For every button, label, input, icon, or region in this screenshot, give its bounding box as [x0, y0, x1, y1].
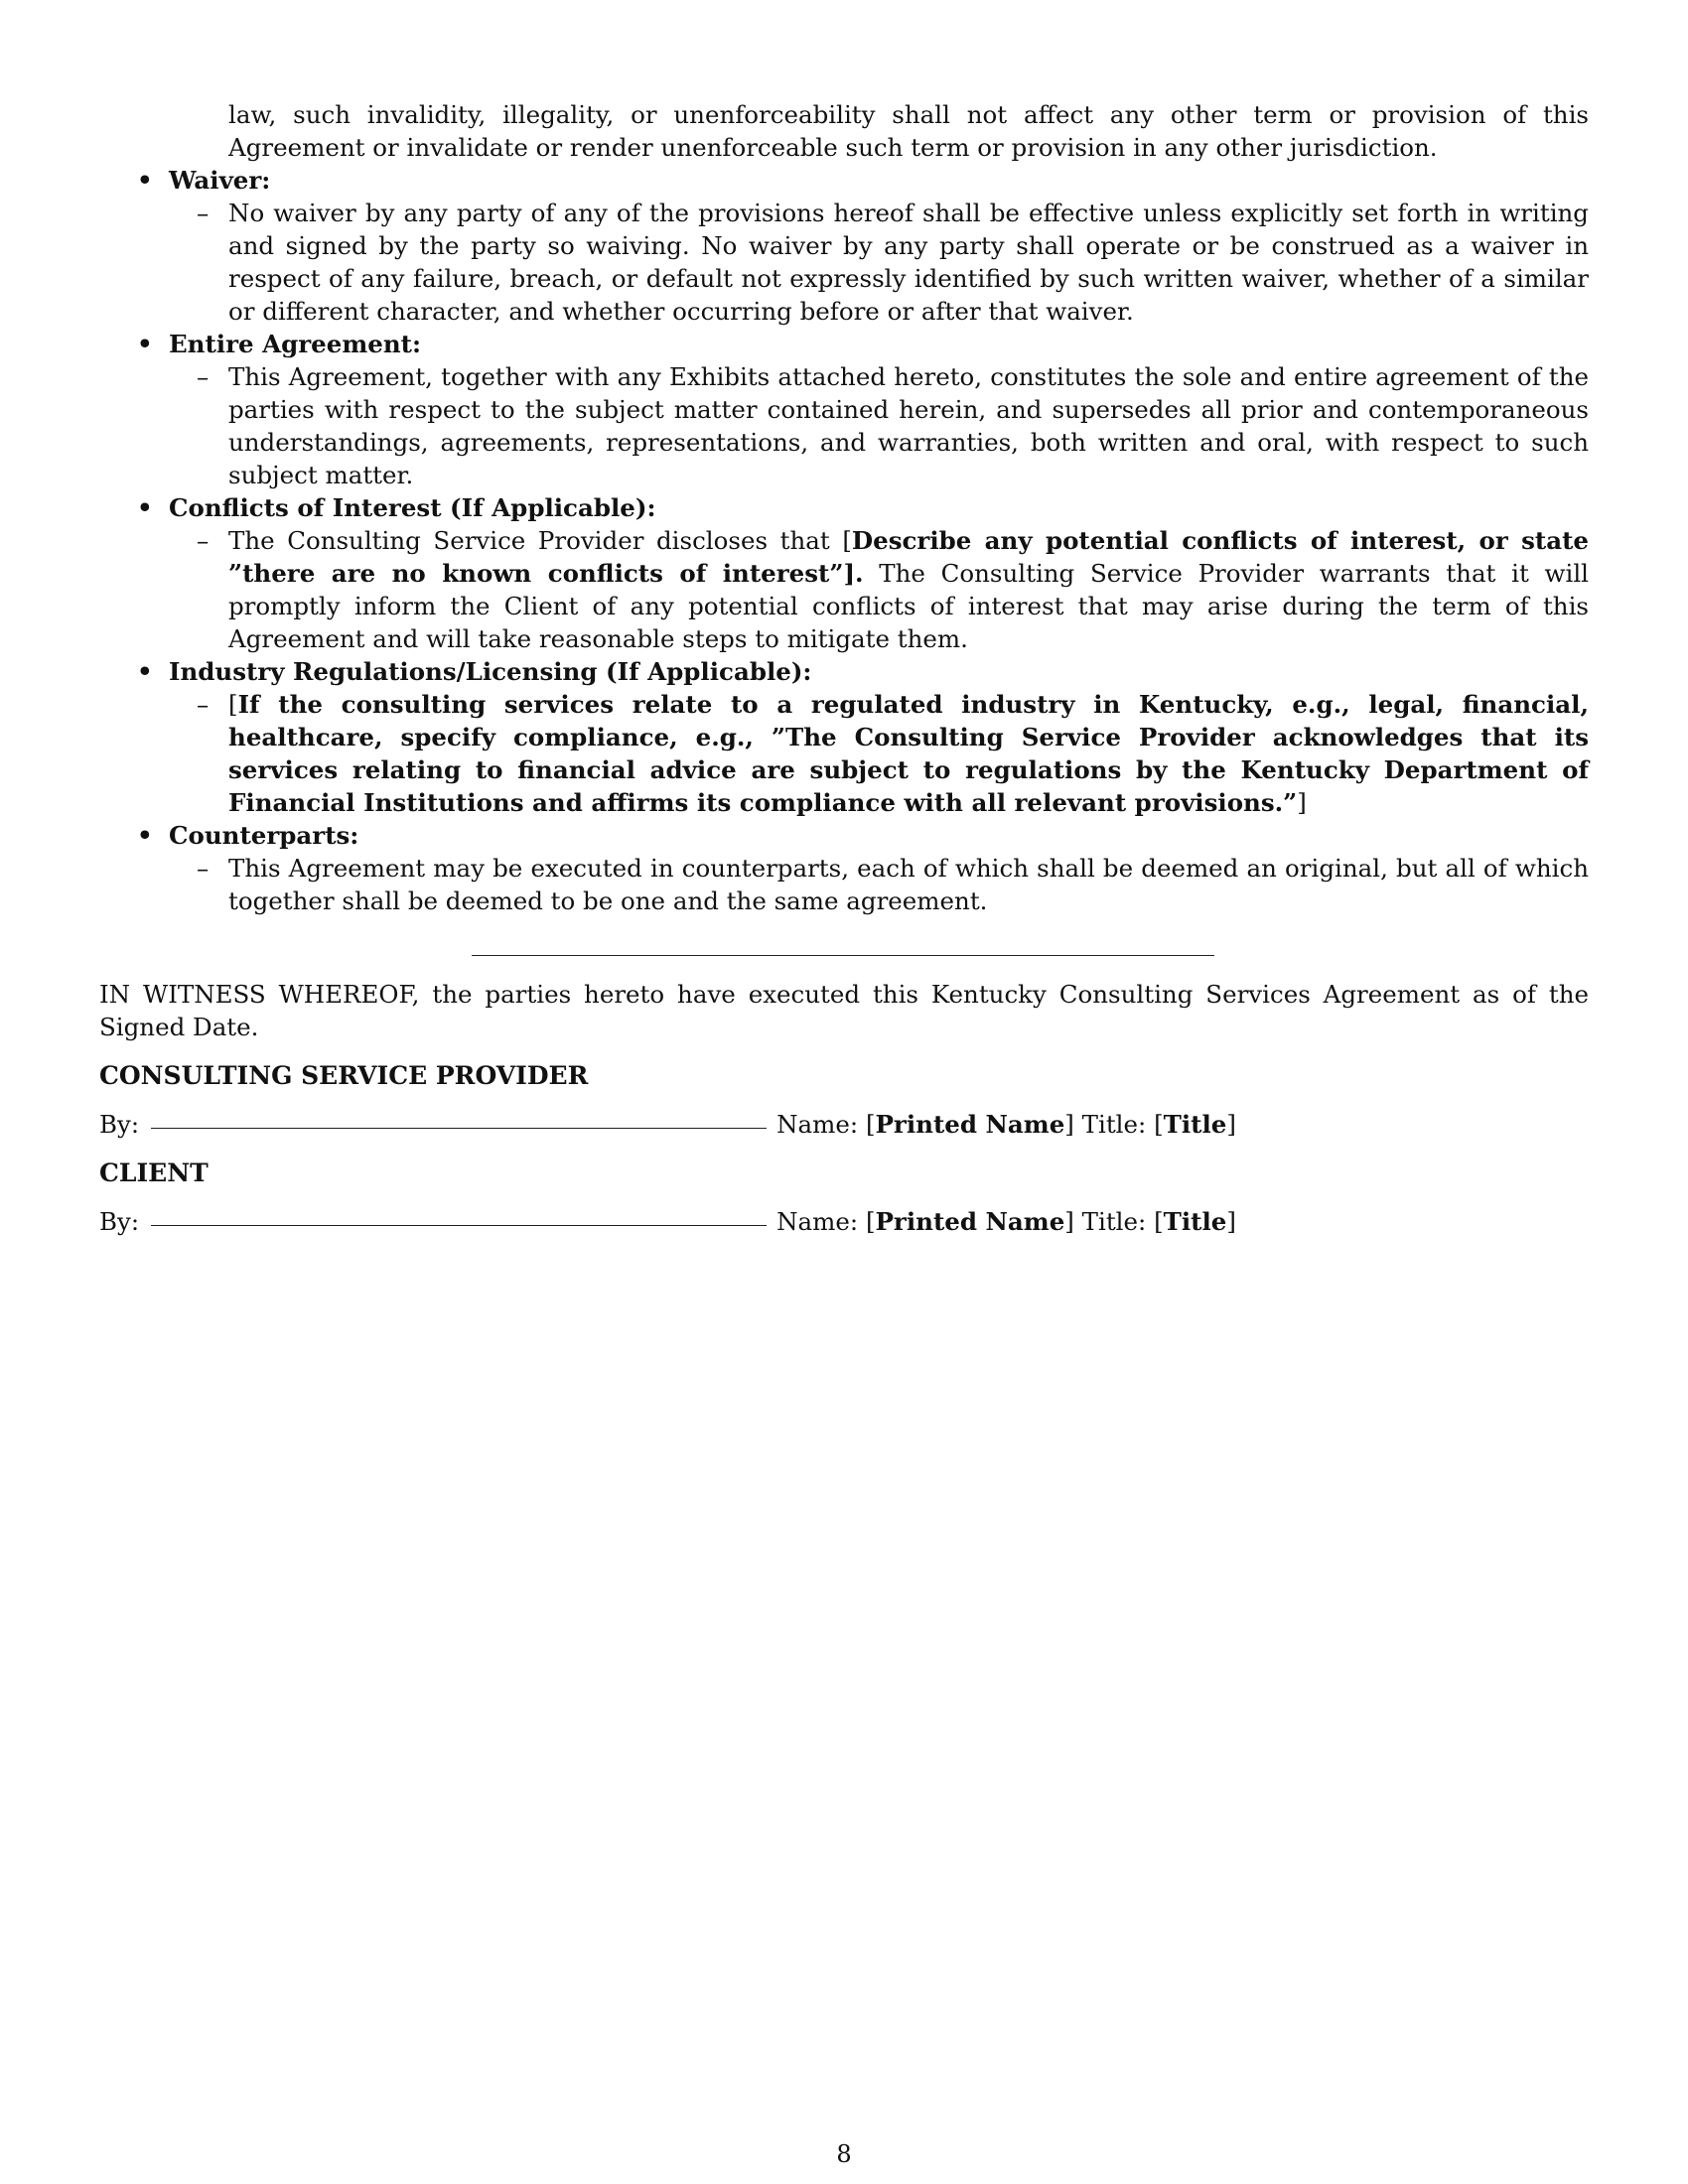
signature-line-client	[99, 1205, 1589, 1238]
clause-heading: Entire Agreement:	[169, 330, 422, 358]
title-placeholder: Title	[1163, 1110, 1227, 1139]
party-heading-provider: CONSULTING SERVICE PROVIDER	[99, 1061, 589, 1090]
continued-paragraph: law, such invalidity, illegality, or unenforceability shall not affect any other term or provision of this Agreement or invalidate or render unenforceable such term or provision in any other jurisdiction.	[228, 100, 1589, 162]
placeholder-text: If the consulting services relate to a regulated industry in Kentucky, e.g., legal, financial, healthcare, specify compliance, e.g., ”The Consulting Service Provider acknowledges that its services relating to financial advice are subject to regulations by the Kentucky Department of Financial Institutions and affirms its compliance with all relevant provisions.”	[228, 690, 1589, 817]
clause-heading: Industry Regulations/Licensing (If Applicable):	[169, 657, 812, 686]
clause-text-continued: The Consulting Service Provider warrants that it will promptly inform the Client of any potential conflicts of interest that may arise during the term of this Agreement and will take reasonable steps to mitigate them.	[228, 559, 1589, 653]
party-heading-client: CLIENT	[99, 1159, 209, 1187]
title-label: Title:	[1081, 1207, 1147, 1236]
dash-icon: –	[197, 526, 210, 555]
clause-conflicts-of-interest	[99, 491, 1589, 655]
clause-heading: Waiver:	[169, 166, 271, 195]
bullet-icon: •	[137, 821, 153, 850]
page-number: 8	[836, 2140, 852, 2168]
placeholder-text: Describe any potential conflicts of interest, or state ”there are no known conflicts of interest”	[228, 526, 1589, 588]
dash-icon: –	[197, 199, 210, 227]
clause-body	[169, 360, 1589, 491]
bracket-open: [	[1154, 1110, 1164, 1139]
clause-counterparts	[99, 819, 1589, 917]
name-label: Name:	[776, 1207, 859, 1236]
clause-body	[169, 852, 1589, 917]
title-label: Title:	[1081, 1110, 1147, 1139]
clause-waiver	[99, 164, 1589, 328]
bullet-icon: •	[137, 330, 153, 358]
printed-name-placeholder: Printed Name	[875, 1110, 1065, 1139]
witness-statement: IN WITNESS WHEREOF, the parties hereto have executed this Kentucky Consulting Services Agreement as of the Signed Date.	[99, 980, 1589, 1041]
signature-blank	[151, 1127, 767, 1129]
signature-blank	[151, 1224, 767, 1226]
clause-text: This Agreement may be executed in counterparts, each of which shall be deemed an original, but all of which together shall be deemed to be one and the same agreement.	[228, 854, 1589, 915]
clause-heading: Conflicts of Interest (If Applicable):	[169, 493, 656, 522]
by-label: By:	[99, 1110, 140, 1139]
signature-line-provider	[99, 1108, 1589, 1141]
title-placeholder: Title	[1163, 1207, 1227, 1236]
clause-entire-agreement	[99, 328, 1589, 491]
clause-body	[169, 524, 1589, 655]
bracket-close: ].	[843, 559, 864, 588]
bracket-open: [	[228, 690, 238, 719]
clause-industry-regulations	[99, 655, 1589, 819]
bullet-icon: •	[137, 657, 153, 686]
bracket-close: ]	[1064, 1207, 1074, 1236]
clause-text: This Agreement, together with any Exhibits attached hereto, constitutes the sole and entire agreement of the parties with respect to the subject matter contained herein, and supersedes all prior and contemporaneous understandings, agreements, representations, and warranties, both written and oral, with respect to such subject matter.	[228, 362, 1589, 489]
bracket-close: ]	[1064, 1110, 1074, 1139]
clause-text: No waiver by any party of any of the provisions hereof shall be effective unless explicitly set forth in writing and signed by the party so waiving. No waiver by any party shall operate or be construed as a waiver in respect of any failure, breach, or default not expressly identified by such written waiver, whether of a similar or different character, and whether occurring before or after that waiver.	[228, 199, 1589, 326]
bracket-open: [	[865, 1110, 876, 1139]
dash-icon: –	[197, 690, 210, 719]
clause-heading: Counterparts:	[169, 821, 359, 850]
bullet-icon: •	[137, 493, 153, 522]
clause-body	[169, 197, 1589, 328]
page-content	[99, 98, 1589, 1238]
bullet-icon: •	[137, 166, 153, 195]
bracket-open: [	[842, 526, 852, 555]
by-label: By:	[99, 1207, 140, 1236]
bracket-close: ]	[1297, 788, 1307, 817]
clause-text: The Consulting Service Provider discloses that	[228, 526, 843, 555]
bracket-open: [	[865, 1207, 876, 1236]
horizontal-rule	[472, 955, 1214, 956]
printed-name-placeholder: Printed Name	[875, 1207, 1065, 1236]
bracket-open: [	[1154, 1207, 1164, 1236]
dash-icon: –	[197, 362, 210, 391]
bracket-close: ]	[1226, 1110, 1236, 1139]
clause-list	[99, 164, 1589, 917]
name-label: Name:	[776, 1110, 859, 1139]
clause-body	[169, 688, 1589, 819]
bracket-close: ]	[1226, 1207, 1236, 1236]
dash-icon: –	[197, 854, 210, 883]
